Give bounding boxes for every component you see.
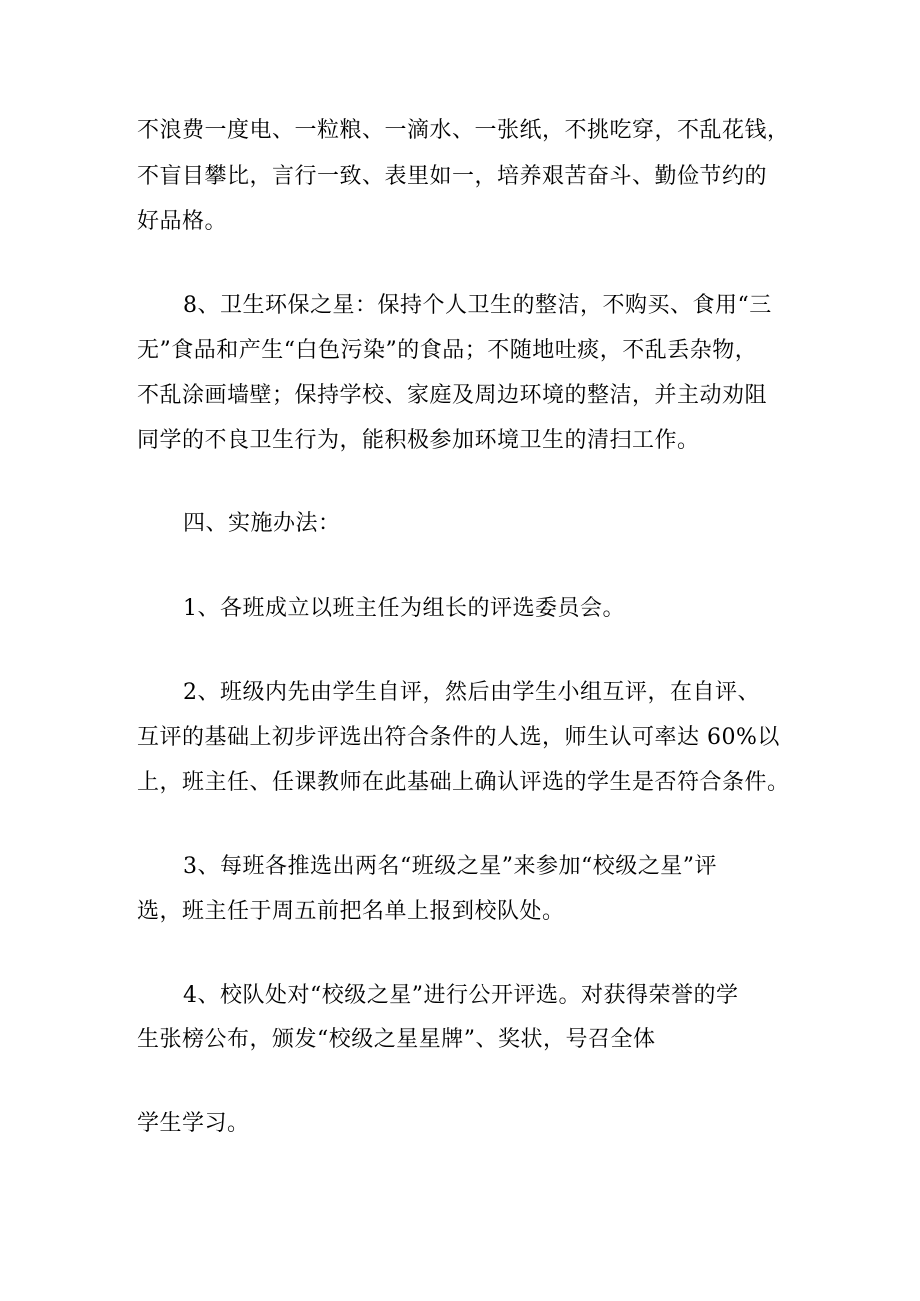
paragraph-line: 不盲目攀比，言行一致、表里如一，培养艰苦奋斗、勤俭节约的 — [137, 164, 768, 189]
paragraph-line: 好品格。 — [137, 209, 228, 234]
paragraph-line: 不浪费一度电、一粒粮、一滴水、一张纸，不挑吃穿，不乱花钱， — [137, 118, 790, 143]
paragraph-line: 不乱涂画墙壁；保持学校、家庭及周边环境的整洁，并主动劝阻 — [137, 383, 768, 408]
paragraph-line: 选，班主任于周五前把名单上报到校队处。 — [137, 899, 565, 924]
paragraph-line: 无”食品和产生“白色污染”的食品；不随地吐痰，不乱丢杂物， — [137, 338, 758, 363]
paragraph-line: 互评的基础上初步评选出符合条件的人选，师生认可率达 60%以 — [137, 725, 780, 750]
paragraph-line: 学生学习。 — [137, 1111, 250, 1136]
paragraph-line: 1、各班成立以班主任为组长的评选委员会。 — [183, 596, 625, 621]
paragraph-line: 同学的不良卫生行为，能积极参加环境卫生的清扫工作。 — [137, 428, 700, 453]
paragraph-line: 上，班主任、任课教师在此基础上确认评选的学生是否符合条件。 — [137, 770, 790, 795]
section-heading: 四、实施办法： — [183, 511, 341, 536]
paragraph-line: 3、每班各推选出两名“班级之星”来参加“校级之星”评 — [183, 854, 717, 879]
paragraph-line: 4、校队处对“校级之星”进行公开评选。对获得荣誉的学 — [183, 983, 739, 1008]
paragraph-line: 生张榜公布，颁发“校级之星星牌”、奖状，号召全体 — [137, 1027, 656, 1052]
paragraph-line: 8、卫生环保之星：保持个人卫生的整洁，不购买、食用“三 — [183, 293, 772, 318]
paragraph-line: 2、班级内先由学生自评，然后由学生小组互评，在自评、 — [183, 680, 760, 705]
